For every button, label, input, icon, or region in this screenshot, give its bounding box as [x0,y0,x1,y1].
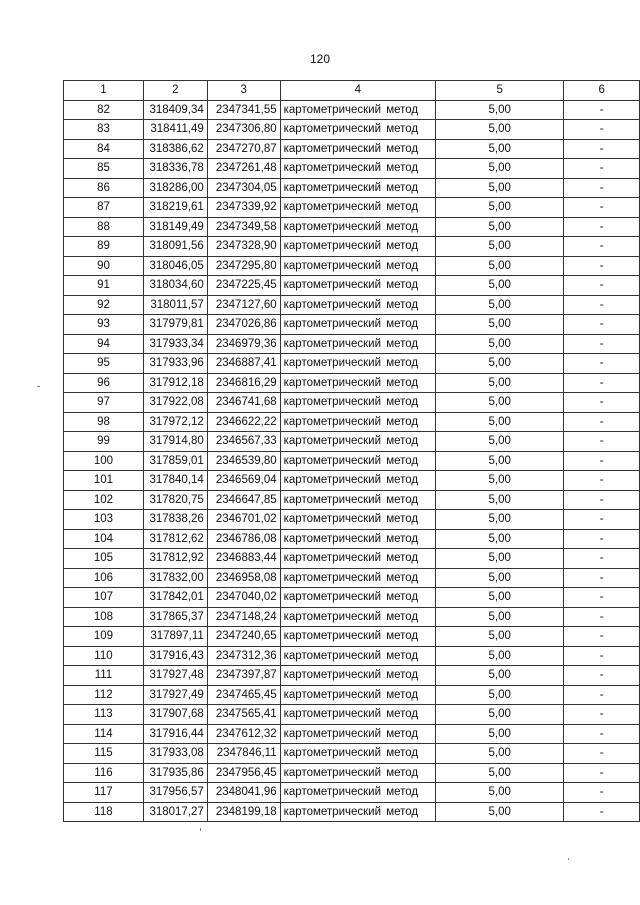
method-cell: картометрический метод [280,276,435,296]
point-number-cell: 117 [64,783,144,803]
point-number-cell: 85 [64,159,144,179]
x-coordinate-cell: 317897,11 [143,627,207,647]
y-coordinate-cell: 2347565,41 [207,705,280,725]
table-row [64,256,640,276]
table-row [64,607,640,627]
error-cell: 5,00 [436,237,564,257]
x-coordinate-cell: 317927,48 [143,666,207,686]
y-coordinate-cell: 2348199,18 [207,802,280,822]
table-row [64,802,640,822]
x-coordinate-cell: 318336,78 [143,159,207,179]
note-cell: - [564,549,640,569]
point-number-cell: 116 [64,763,144,783]
method-cell: картометрический метод [280,139,435,159]
point-number-cell: 118 [64,802,144,822]
x-coordinate-cell: 318219,61 [143,198,207,218]
point-number-cell: 89 [64,237,144,257]
error-cell: 5,00 [436,139,564,159]
table-row [64,510,640,530]
point-number-cell: 107 [64,588,144,608]
x-coordinate-cell: 317933,34 [143,334,207,354]
x-coordinate-cell: 318149,49 [143,217,207,237]
table-row [64,315,640,335]
y-coordinate-cell: 2347040,02 [207,588,280,608]
y-coordinate-cell: 2346567,33 [207,432,280,452]
point-number-cell: 86 [64,178,144,198]
method-cell: картометрический метод [280,490,435,510]
method-cell: картометрический метод [280,783,435,803]
point-number-cell: 82 [64,100,144,120]
note-cell: - [564,490,640,510]
method-cell: картометрический метод [280,744,435,764]
point-number-cell: 88 [64,217,144,237]
x-coordinate-cell: 317865,37 [143,607,207,627]
error-cell: 5,00 [436,627,564,647]
note-cell: - [564,763,640,783]
x-coordinate-cell: 317916,43 [143,646,207,666]
error-cell: 5,00 [436,763,564,783]
note-cell: - [564,256,640,276]
y-coordinate-cell: 2347341,55 [207,100,280,120]
table-row [64,159,640,179]
y-coordinate-cell: 2347349,58 [207,217,280,237]
note-cell: - [564,276,640,296]
table-row [64,412,640,432]
y-coordinate-cell: 2347240,65 [207,627,280,647]
coordinates-table [63,80,640,822]
x-coordinate-cell: 317927,49 [143,685,207,705]
y-coordinate-cell: 2347261,48 [207,159,280,179]
method-cell: картометрический метод [280,510,435,530]
x-coordinate-cell: 317956,57 [143,783,207,803]
error-cell: 5,00 [436,373,564,393]
y-coordinate-cell: 2346958,08 [207,568,280,588]
x-coordinate-cell: 318046,05 [143,256,207,276]
scan-speck [37,386,40,387]
method-cell: картометрический метод [280,529,435,549]
note-cell: - [564,354,640,374]
table-row [64,178,640,198]
x-coordinate-cell: 317933,08 [143,744,207,764]
note-cell: - [564,802,640,822]
method-cell: картометрический метод [280,237,435,257]
point-number-cell: 114 [64,724,144,744]
table-row [64,783,640,803]
note-cell: - [564,120,640,140]
note-cell: - [564,159,640,179]
table-row [64,744,640,764]
y-coordinate-cell: 2347612,32 [207,724,280,744]
point-number-cell: 83 [64,120,144,140]
method-cell: картометрический метод [280,685,435,705]
note-cell: - [564,744,640,764]
point-number-cell: 110 [64,646,144,666]
x-coordinate-cell: 317972,12 [143,412,207,432]
method-cell: картометрический метод [280,217,435,237]
point-number-cell: 106 [64,568,144,588]
method-cell: картометрический метод [280,763,435,783]
y-coordinate-cell: 2347465,45 [207,685,280,705]
y-coordinate-cell: 2347397,87 [207,666,280,686]
x-coordinate-cell: 317914,80 [143,432,207,452]
y-coordinate-cell: 2347026,86 [207,315,280,335]
y-coordinate-cell: 2346701,02 [207,510,280,530]
error-cell: 5,00 [436,100,564,120]
x-coordinate-cell: 317838,26 [143,510,207,530]
y-coordinate-cell: 2347312,36 [207,646,280,666]
note-cell: - [564,393,640,413]
point-number-cell: 98 [64,412,144,432]
note-cell: - [564,724,640,744]
table-row [64,295,640,315]
method-cell: картометрический метод [280,393,435,413]
y-coordinate-cell: 2347225,45 [207,276,280,296]
error-cell: 5,00 [436,510,564,530]
point-number-cell: 111 [64,666,144,686]
table-row [64,646,640,666]
method-cell: картометрический метод [280,315,435,335]
method-cell: картометрический метод [280,568,435,588]
error-cell: 5,00 [436,724,564,744]
y-coordinate-cell: 2347339,92 [207,198,280,218]
x-coordinate-cell: 317935,86 [143,763,207,783]
note-cell: - [564,783,640,803]
error-cell: 5,00 [436,354,564,374]
table-row [64,373,640,393]
point-number-cell: 105 [64,549,144,569]
y-coordinate-cell: 2347148,24 [207,607,280,627]
note-cell: - [564,510,640,530]
error-cell: 5,00 [436,490,564,510]
note-cell: - [564,588,640,608]
note-cell: - [564,432,640,452]
note-cell: - [564,178,640,198]
table-row [64,490,640,510]
y-coordinate-cell: 2346786,08 [207,529,280,549]
point-number-cell: 102 [64,490,144,510]
note-cell: - [564,666,640,686]
table-body [64,100,640,822]
error-cell: 5,00 [436,256,564,276]
error-cell: 5,00 [436,178,564,198]
note-cell: - [564,451,640,471]
point-number-cell: 84 [64,139,144,159]
note-cell: - [564,217,640,237]
method-cell: картометрический метод [280,451,435,471]
point-number-cell: 90 [64,256,144,276]
table-row [64,763,640,783]
method-cell: картометрический метод [280,666,435,686]
point-number-cell: 112 [64,685,144,705]
error-cell: 5,00 [436,744,564,764]
point-number-cell: 92 [64,295,144,315]
point-number-cell: 103 [64,510,144,530]
point-number-cell: 91 [64,276,144,296]
error-cell: 5,00 [436,783,564,803]
method-cell: картометрический метод [280,178,435,198]
method-cell: картометрический метод [280,471,435,491]
x-coordinate-cell: 318286,00 [143,178,207,198]
method-cell: картометрический метод [280,334,435,354]
point-number-cell: 95 [64,354,144,374]
table-row [64,588,640,608]
note-cell: - [564,295,640,315]
error-cell: 5,00 [436,549,564,569]
x-coordinate-cell: 317979,81 [143,315,207,335]
note-cell: - [564,100,640,120]
method-cell: картометрический метод [280,646,435,666]
table-row [64,471,640,491]
table-row [64,120,640,140]
y-coordinate-cell: 2346816,29 [207,373,280,393]
table-row [64,217,640,237]
error-cell: 5,00 [436,451,564,471]
x-coordinate-cell: 317812,62 [143,529,207,549]
y-coordinate-cell: 2347956,45 [207,763,280,783]
table-row [64,685,640,705]
point-number-cell: 115 [64,744,144,764]
x-coordinate-cell: 317840,14 [143,471,207,491]
method-cell: картометрический метод [280,802,435,822]
method-cell: картометрический метод [280,588,435,608]
note-cell: - [564,139,640,159]
point-number-cell: 94 [64,334,144,354]
x-coordinate-cell: 317859,01 [143,451,207,471]
x-coordinate-cell: 317907,68 [143,705,207,725]
table-row [64,198,640,218]
x-coordinate-cell: 317820,75 [143,490,207,510]
point-number-cell: 101 [64,471,144,491]
method-cell: картометрический метод [280,373,435,393]
error-cell: 5,00 [436,471,564,491]
method-cell: картометрический метод [280,705,435,725]
note-cell: - [564,685,640,705]
table-row [64,724,640,744]
note-cell: - [564,529,640,549]
point-number-cell: 97 [64,393,144,413]
note-cell: - [564,646,640,666]
method-cell: картометрический метод [280,607,435,627]
note-cell: - [564,373,640,393]
note-cell: - [564,705,640,725]
y-coordinate-cell: 2347328,90 [207,237,280,257]
y-coordinate-cell: 2346979,36 [207,334,280,354]
x-coordinate-cell: 317922,08 [143,393,207,413]
method-cell: картометрический метод [280,198,435,218]
y-coordinate-cell: 2346647,85 [207,490,280,510]
table-row [64,354,640,374]
x-coordinate-cell: 318034,60 [143,276,207,296]
x-coordinate-cell: 318386,62 [143,139,207,159]
table-row [64,568,640,588]
column-header: 2 [143,81,207,101]
error-cell: 5,00 [436,588,564,608]
table-row [64,432,640,452]
note-cell: - [564,237,640,257]
method-cell: картометрический метод [280,432,435,452]
x-coordinate-cell: 317812,92 [143,549,207,569]
table-header-row [64,81,640,101]
method-cell: картометрический метод [280,627,435,647]
error-cell: 5,00 [436,393,564,413]
y-coordinate-cell: 2347304,05 [207,178,280,198]
point-number-cell: 96 [64,373,144,393]
note-cell: - [564,627,640,647]
column-header: 6 [564,81,640,101]
error-cell: 5,00 [436,607,564,627]
table-row [64,334,640,354]
table-row [64,549,640,569]
error-cell: 5,00 [436,159,564,179]
error-cell: 5,00 [436,802,564,822]
scan-speck [568,858,569,860]
method-cell: картометрический метод [280,100,435,120]
y-coordinate-cell: 2347127,60 [207,295,280,315]
error-cell: 5,00 [436,295,564,315]
y-coordinate-cell: 2346622,22 [207,412,280,432]
y-coordinate-cell: 2346539,80 [207,451,280,471]
error-cell: 5,00 [436,217,564,237]
table-row [64,393,640,413]
y-coordinate-cell: 2346569,04 [207,471,280,491]
note-cell: - [564,412,640,432]
x-coordinate-cell: 318409,34 [143,100,207,120]
table-row [64,705,640,725]
error-cell: 5,00 [436,334,564,354]
method-cell: картометрический метод [280,724,435,744]
error-cell: 5,00 [436,685,564,705]
scan-speck [200,828,201,831]
note-cell: - [564,334,640,354]
table-row [64,139,640,159]
x-coordinate-cell: 318011,57 [143,295,207,315]
y-coordinate-cell: 2346883,44 [207,549,280,569]
error-cell: 5,00 [436,276,564,296]
method-cell: картометрический метод [280,412,435,432]
note-cell: - [564,198,640,218]
note-cell: - [564,315,640,335]
note-cell: - [564,607,640,627]
x-coordinate-cell: 317933,96 [143,354,207,374]
x-coordinate-cell: 317912,18 [143,373,207,393]
y-coordinate-cell: 2347270,87 [207,139,280,159]
table-row [64,100,640,120]
method-cell: картометрический метод [280,549,435,569]
y-coordinate-cell: 2347306,80 [207,120,280,140]
column-header: 1 [64,81,144,101]
error-cell: 5,00 [436,529,564,549]
error-cell: 5,00 [436,705,564,725]
x-coordinate-cell: 317832,00 [143,568,207,588]
error-cell: 5,00 [436,568,564,588]
column-header: 3 [207,81,280,101]
point-number-cell: 99 [64,432,144,452]
error-cell: 5,00 [436,432,564,452]
column-header: 5 [436,81,564,101]
x-coordinate-cell: 318091,56 [143,237,207,257]
method-cell: картометрический метод [280,120,435,140]
error-cell: 5,00 [436,666,564,686]
method-cell: картометрический метод [280,159,435,179]
error-cell: 5,00 [436,412,564,432]
table-row [64,529,640,549]
table-row [64,451,640,471]
point-number-cell: 87 [64,198,144,218]
table-row [64,237,640,257]
y-coordinate-cell: 2347295,80 [207,256,280,276]
error-cell: 5,00 [436,120,564,140]
point-number-cell: 93 [64,315,144,335]
x-coordinate-cell: 317916,44 [143,724,207,744]
point-number-cell: 104 [64,529,144,549]
method-cell: картометрический метод [280,295,435,315]
note-cell: - [564,471,640,491]
table-row [64,627,640,647]
method-cell: картометрический метод [280,354,435,374]
point-number-cell: 109 [64,627,144,647]
table-row [64,666,640,686]
y-coordinate-cell: 2346741,68 [207,393,280,413]
point-number-cell: 113 [64,705,144,725]
table-row [64,276,640,296]
point-number-cell: 100 [64,451,144,471]
y-coordinate-cell: 2346887,41 [207,354,280,374]
note-cell: - [564,568,640,588]
method-cell: картометрический метод [280,256,435,276]
column-header: 4 [280,81,435,101]
error-cell: 5,00 [436,646,564,666]
point-number-cell: 108 [64,607,144,627]
error-cell: 5,00 [436,198,564,218]
x-coordinate-cell: 317842,01 [143,588,207,608]
y-coordinate-cell: 2347846,11 [207,744,280,764]
x-coordinate-cell: 318017,27 [143,802,207,822]
x-coordinate-cell: 318411,49 [143,120,207,140]
y-coordinate-cell: 2348041,96 [207,783,280,803]
error-cell: 5,00 [436,315,564,335]
page-number: 120 [309,52,331,66]
